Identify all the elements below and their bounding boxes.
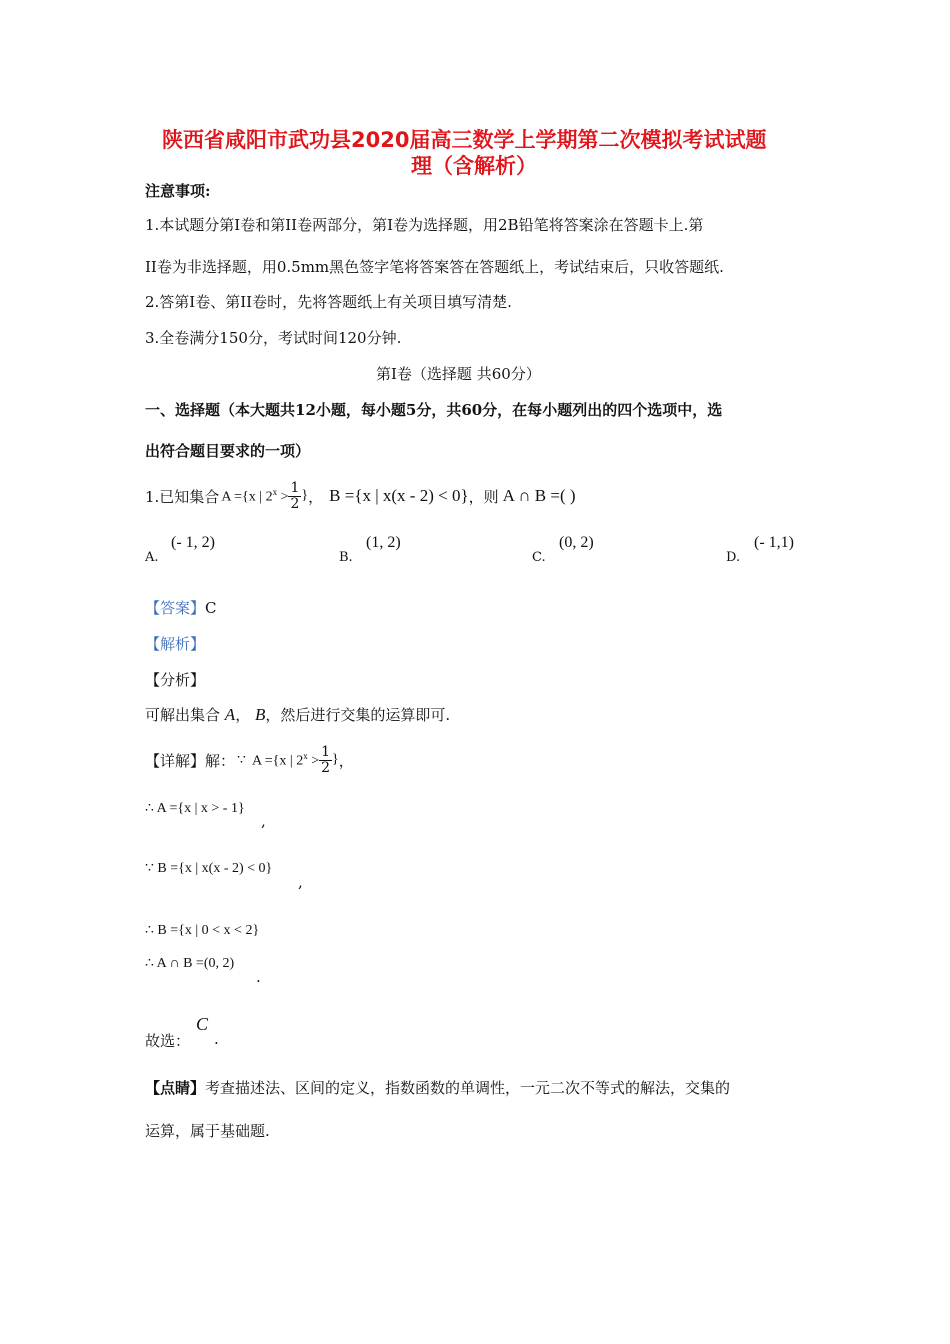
step-3: ∴ B ={x | 0 < x < 2}: [145, 923, 260, 938]
answer-label: 【答案】: [145, 599, 206, 617]
question-1-sep2: ，则: [468, 487, 499, 506]
step-4: ∴ A ∩ B =(0, 2): [145, 956, 235, 971]
notice-item-3: 3.全卷满分150分，考试时间120分钟.: [145, 329, 402, 347]
detail-setA-text: A ={x | 2: [251, 753, 304, 769]
option-c-letter: C.: [532, 550, 546, 565]
question-1-setA-gt: >: [280, 489, 289, 505]
page-title-line1: 陕西省咸阳市武功县2020届高三数学上学期第二次模拟考试试题: [162, 128, 767, 152]
question-1: [145, 476, 576, 516]
fenxi-text-b: ，然后进行交集的运算即可.: [265, 706, 451, 724]
detail-because: ∵: [237, 752, 246, 768]
choose-value: C: [196, 1014, 209, 1034]
question-1-frac-den: 2: [290, 495, 300, 512]
detail-line: [145, 740, 354, 780]
notice-item-2: 2.答第Ⅰ卷、第II卷时，先将答题纸上有关项目填写清楚.: [145, 293, 512, 311]
detail-setA-exp: x: [303, 750, 308, 761]
notice-item-1b: II卷为非选择题，用0.5mm黑色签字笔将答案答在答题纸上，考试结束后，只收答题纸.: [145, 258, 724, 276]
fenxi-set-b: B: [254, 705, 266, 724]
dianjing-text-a: 考查描述法、区间的定义，指数函数的单调性，一元二次不等式的解法，交集的: [205, 1079, 731, 1097]
step-1: ∴ A ={x | x > - 1}: [145, 801, 245, 816]
detail-fraction: [319, 745, 332, 776]
part1-heading: 第Ⅰ卷（选择题 共60分）: [376, 365, 541, 383]
question-1-sep1: ，: [308, 487, 324, 506]
dianjing-line2: 运算，属于基础题.: [145, 1122, 270, 1140]
detail-frac-num: 1: [321, 743, 331, 760]
fenxi-text-a: 可解出集合: [145, 706, 221, 724]
notice-item-1a: 1.本试题分第Ⅰ卷和第II卷两部分，第Ⅰ卷为选择题，用2B铅笔将答案涂在答题卡上.第: [145, 216, 704, 234]
option-a-letter: A.: [145, 550, 159, 565]
detail-setA-close: }: [332, 752, 339, 767]
option-d-letter: D.: [726, 550, 741, 565]
question-1-setA: [221, 487, 288, 506]
detail-frac-den: 2: [321, 759, 331, 776]
step-1-punct: ,: [261, 812, 266, 830]
fenxi-text: [145, 704, 450, 725]
question-1-setA-text: A ={x | 2: [221, 489, 273, 505]
option-b-value: (1, 2): [366, 534, 401, 551]
question-1-setA-exp: x: [272, 486, 278, 497]
section1-line2: 出符合题目要求的一项）: [145, 442, 311, 460]
question-1-setA-close: }: [301, 488, 309, 503]
question-1-ask: A ∩ B =( ): [502, 486, 576, 505]
option-b-letter: B.: [339, 550, 353, 565]
answer-line: [145, 597, 217, 618]
question-1-setB: B ={x | x(x - 2) < 0}: [329, 486, 469, 505]
question-1-fraction: [288, 481, 301, 512]
choose-punct: .: [214, 1030, 219, 1048]
fenxi-set-a: A: [224, 705, 236, 724]
step-2: ∵ B ={x | x(x - 2) < 0}: [145, 861, 273, 876]
detail-setA: [252, 751, 319, 770]
dianjing-line1: [145, 1077, 730, 1098]
detail-setA-gt: >: [311, 753, 320, 769]
notice-heading: 注意事项:: [145, 182, 211, 200]
fenxi-label: 【分析】: [145, 671, 206, 689]
choose-line: 故选：: [145, 1032, 191, 1050]
step-4-punct: .: [256, 968, 261, 986]
dianjing-label: 【点睛】: [145, 1079, 206, 1097]
detail-comma: ，: [338, 751, 354, 770]
option-c-value: (0, 2): [559, 534, 594, 551]
detail-label: 【详解】解：: [145, 751, 236, 770]
option-d-value: (- 1,1): [754, 534, 794, 551]
page-title-line2: 理（含解析）: [411, 154, 537, 178]
answer-value: C: [205, 599, 217, 617]
question-1-frac-num: 1: [290, 479, 300, 496]
analysis-label: 【解析】: [145, 635, 206, 653]
fenxi-comma: ，: [235, 706, 251, 724]
option-a-value: (- 1, 2): [171, 534, 215, 551]
question-1-prefix: 1.已知集合: [145, 487, 220, 506]
section1-line1: 一、选择题（本大题共12小题，每小题5分，共60分，在每小题列出的四个选项中，选: [145, 401, 723, 419]
step-2-punct: ,: [298, 873, 303, 891]
